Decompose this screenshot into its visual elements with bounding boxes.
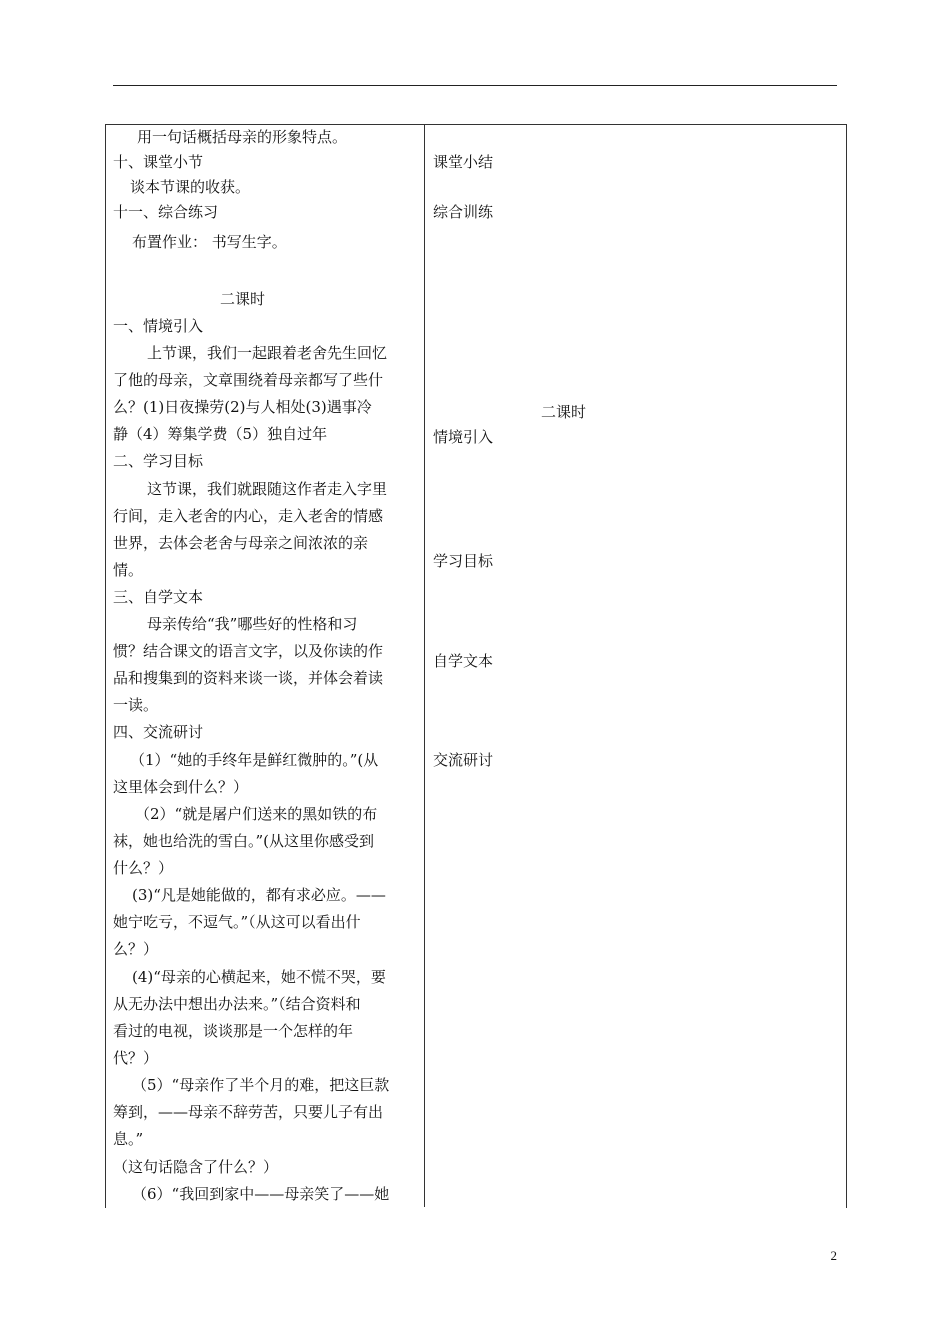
text-line: 情。 — [113, 561, 144, 579]
text-line: 品和搜集到的资料来谈一谈，并体会着读 — [113, 669, 384, 687]
text-line: 谈本节课的收获。 — [130, 178, 251, 196]
text-line: （2）“就是屠户们送来的黑如铁的布 — [135, 805, 378, 823]
text-line: 她宁吃亏，不逗气。”（从这可以看出什 — [113, 913, 361, 931]
text-line: 行间，走入老舍的内心，走入老舍的情感 — [113, 507, 384, 525]
text-line: (4)“母亲的心横起来，她不慌不哭，要 — [132, 968, 386, 986]
right-lesson-title: 二课时 — [541, 403, 587, 421]
text-line: （5）“母亲作了半个月的难，把这巨款 — [132, 1076, 390, 1094]
text-line: 代？） — [113, 1049, 159, 1067]
text-line: 什么？） — [113, 859, 174, 877]
text-line: （6）“我回到家中——母亲笑了——她 — [132, 1185, 390, 1203]
label-intro: 情境引入 — [433, 428, 494, 446]
header-rule — [113, 85, 837, 86]
section-heading: 一、情境引入 — [113, 317, 204, 335]
text-line: 母亲传给“我”哪些好的性格和习 — [147, 615, 358, 633]
text-line: 看过的电视，谈谈那是一个怎样的年 — [113, 1022, 354, 1040]
label-objectives: 学习目标 — [433, 552, 494, 570]
text-line: （这句话隐含了什么？） — [113, 1158, 279, 1176]
text-line: 么？） — [113, 940, 159, 958]
text-line: 了他的母亲，文章围绕着母亲都写了些什 — [113, 371, 384, 389]
text-line: 用一句话概括母亲的形象特点。 — [137, 128, 348, 146]
label-discussion: 交流研讨 — [433, 751, 494, 769]
text-line: 筹到，——母亲不辞劳苦，只要儿子有出 — [113, 1103, 384, 1121]
label-practice: 综合训练 — [433, 203, 494, 221]
label-self-study: 自学文本 — [433, 652, 494, 670]
section-heading: 四、交流研讨 — [113, 723, 204, 741]
text-line: 么？(1)日夜操劳(2)与人相处(3)遇事冷 — [113, 398, 372, 416]
section-heading: 三、自学文本 — [113, 588, 204, 606]
section-heading: 二、学习目标 — [113, 452, 204, 470]
section-heading: 十一、综合练习 — [113, 203, 219, 221]
text-line: （1）“她的手终年是鲜红微肿的。”(从 — [130, 751, 379, 769]
lesson-title: 二课时 — [220, 290, 266, 308]
label-summary: 课堂小结 — [433, 153, 494, 171]
text-line: 世界，去体会老舍与母亲之间浓浓的亲 — [113, 534, 369, 552]
text-line: (3)“凡是她能做的，都有求必应。—— — [132, 886, 386, 904]
text-line: 惯？结合课文的语言文字，以及你读的作 — [113, 642, 384, 660]
page-number: 2 — [830, 1248, 837, 1263]
text-line: 布置作业： 书写生字。 — [132, 233, 287, 251]
text-line: 这节课，我们就跟随这作者走入字里 — [147, 480, 388, 498]
text-line: 静（4）筹集学费（5）独自过年 — [113, 425, 328, 443]
text-line: 息。” — [113, 1130, 144, 1148]
text-line: 袜，她也给洗的雪白。”(从这里你感受到 — [113, 832, 375, 850]
text-line: 一读。 — [113, 696, 159, 714]
text-line: 从无办法中想出办法来。”（结合资料和 — [113, 995, 361, 1013]
section-heading: 十、课堂小节 — [113, 153, 204, 171]
text-line: 上节课，我们一起跟着老舍先生回忆 — [147, 344, 388, 362]
column-divider — [424, 124, 425, 1207]
text-line: 这里体会到什么？） — [113, 778, 249, 796]
